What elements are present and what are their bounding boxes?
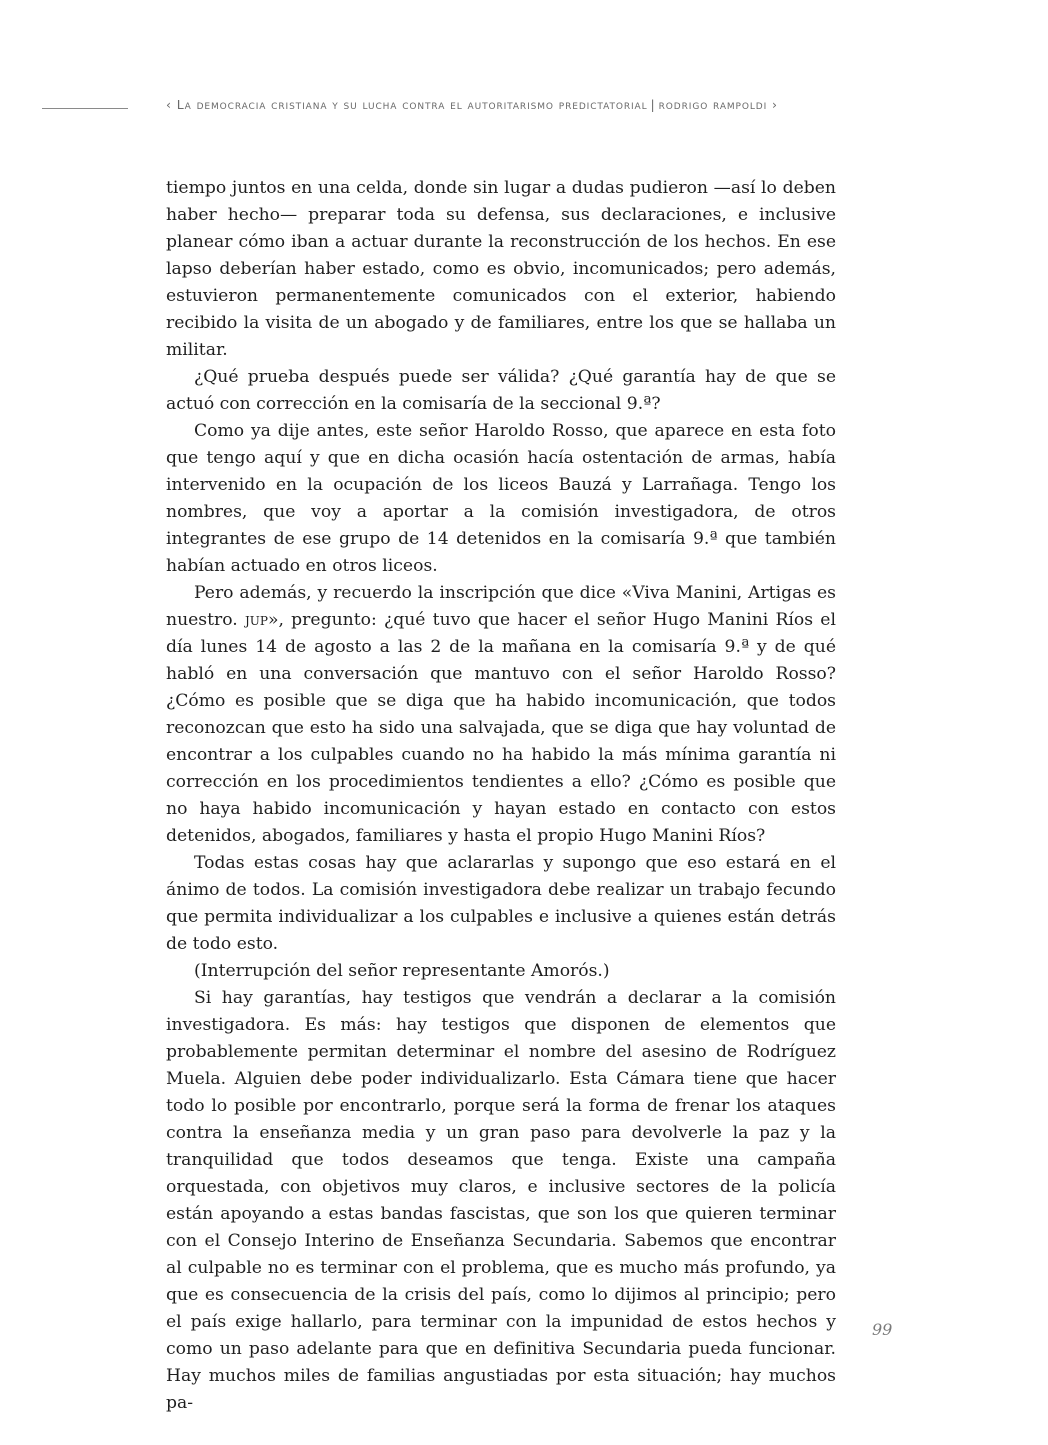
header-close-mark: › xyxy=(767,97,778,112)
page-number: 99 xyxy=(872,1320,893,1339)
header-author: rodrigo rampoldi xyxy=(658,97,768,112)
paragraph-7: Si hay garantías, hay testigos que vendrán a declarar a la comisión investigadora. Es más: hay testigos que disponen de elementos que probablemente permitan determinar el nombre del asesino de Rodríguez Muela. Alguien debe poder individualizarlo. Esta Cámara tiene que hacer todo lo posible por encontrarlo, porque será la forma de frenar los ataques contra la enseñanza media y un gran paso para devolverle la paz y la tranquilidad que todos deseamos que tenga. Existe una campaña orquestada, con objetivos muy claros, e inclusive sectores de la policía están apoyando a estas bandas fascistas, que son los que quieren terminar con el Consejo Interino de Enseñanza Secundaria. Sabemos que encontrar al culpable no es terminar con el problema, que es mucho más profundo, ya que es consecuencia de la crisis del país, como lo dijimos al principio; pero el país exige hallarlo, para terminar con la impunidad de estos hechos y como un paso adelante para que en definitiva Secundaria pueda funcionar. Hay muchos miles de familias angustiadas por esta situación; hay muchos pa- xyxy=(166,988,836,1413)
header-separator: | xyxy=(650,97,656,112)
running-header xyxy=(166,97,866,112)
paragraph-6: (Interrupción del señor representante Amorós.) xyxy=(194,961,610,981)
paragraph-4-part-a: Pero además, y recuerdo la inscripción que dice «Viva Manini, Artigas es nuestro. xyxy=(166,583,836,630)
paragraph-5: Todas estas cosas hay que aclararlas y supongo que eso estará en el ánimo de todos. La comisión investigadora debe realizar un trabajo fecundo que permita individualizar a los culpables e inclusive a quienes están detrás de todo esto. xyxy=(166,853,836,954)
body-text xyxy=(166,175,836,1417)
paragraph-1: tiempo juntos en una celda, donde sin lugar a dudas pudieron —así lo deben haber hecho— preparar toda su defensa, sus declaraciones, e inclusive planear cómo iban a actuar durante la reconstrucción de los hechos. En ese lapso deberían haber estado, como es obvio, incomunicados; pero además, estuvieron permanentemente comunicados con el exterior, habiendo recibido la visita de un abogado y de familiares, entre los que se hallaba un militar. xyxy=(166,178,836,360)
header-rule xyxy=(42,108,128,109)
jup-acronym: jup xyxy=(244,610,268,630)
header-open-mark: ‹ xyxy=(166,97,177,112)
header-title: La democracia cristiana y su lucha contra el autoritarismo predictatorial xyxy=(176,97,648,112)
paragraph-4 xyxy=(166,580,836,850)
paragraph-4-part-b: », pregunto: ¿qué tuvo que hacer el señor Hugo Manini Ríos el día lunes 14 de agosto a las 2 de la mañana en la comisaría 9.ª y de qué habló en una conversación que mantuvo con el señor Haroldo Rosso? ¿Cómo es posible que se diga que ha habido incomunicación, que todos reconozcan que esto ha sido una salvajada, que se diga que hay voluntad de encontrar a los culpables cuando no ha habido la más mínima garantía ni corrección en los procedimientos tendientes a ello? ¿Cómo es posible que no haya habido incomunicación y hayan estado en contacto con estos detenidos, abogados, familiares y hasta el propio Hugo Manini Ríos? xyxy=(166,610,836,846)
paragraph-2: ¿Qué prueba después puede ser válida? ¿Qué garantía hay de que se actuó con corrección en la comisaría de la seccional 9.ª? xyxy=(166,367,836,414)
paragraph-3: Como ya dije antes, este señor Haroldo Rosso, que aparece en esta foto que tengo aquí y que en dicha ocasión hacía ostentación de armas, había intervenido en la ocupación de los liceos Bauzá y Larrañaga. Tengo los nombres, que voy a aportar a la comisión investigadora, de otros integrantes de ese grupo de 14 detenidos en la comisaría 9.ª que también habían actuado en otros liceos. xyxy=(166,421,836,576)
